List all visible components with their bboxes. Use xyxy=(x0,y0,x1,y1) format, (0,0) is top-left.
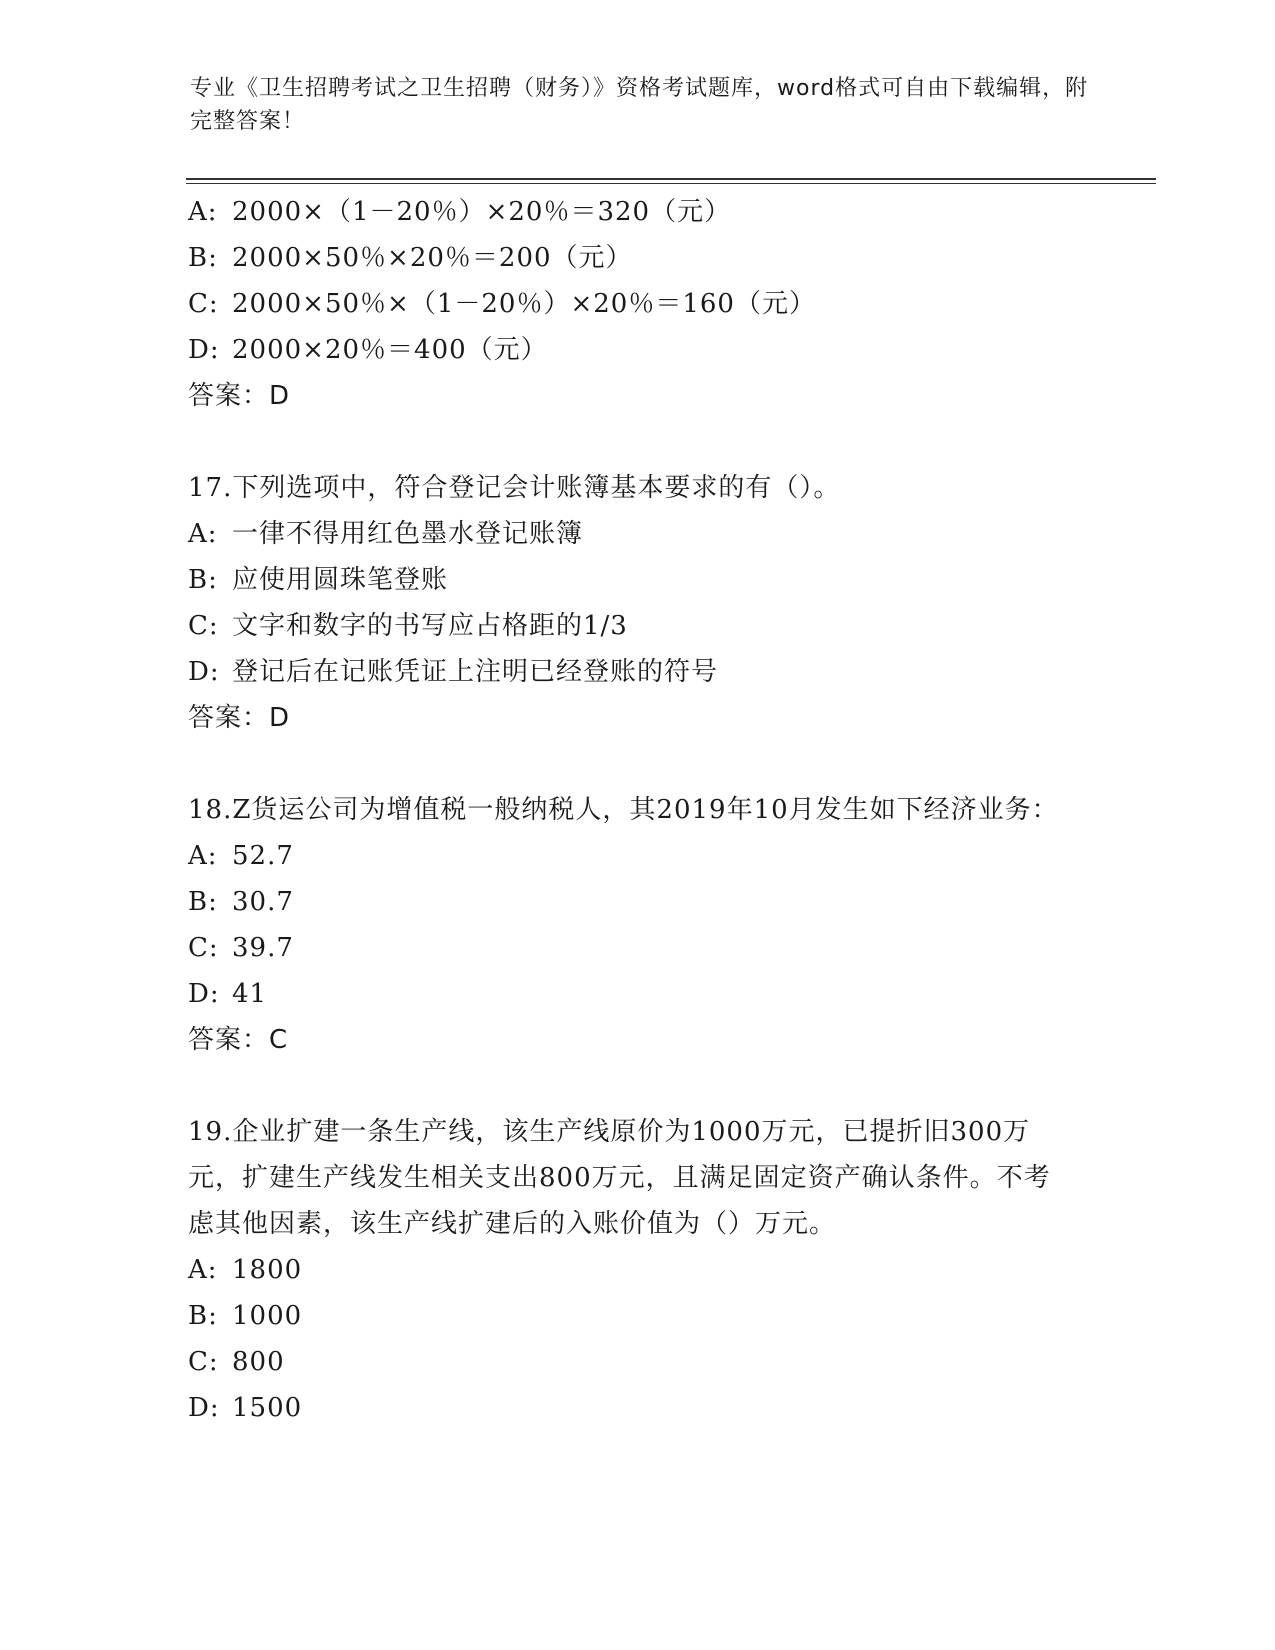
question-16 xyxy=(188,189,1068,419)
option-b: B: 1000 xyxy=(188,1301,303,1331)
question-stem: 17.下列选项中，符合登记会计账簿基本要求的有（）。 xyxy=(188,473,841,503)
option-b: B: 30.7 xyxy=(188,887,294,917)
option-a: A: 一律不得用红色墨水登记账簿 xyxy=(188,519,584,549)
question-18 xyxy=(188,787,1068,1063)
option-d: D: 1500 xyxy=(188,1393,303,1423)
question-list xyxy=(188,189,1068,1431)
option-b: B: 应使用圆珠笔登账 xyxy=(188,565,449,595)
spacer xyxy=(188,741,1068,787)
option-c: C: 文字和数字的书写应占格距的1/3 xyxy=(188,611,628,641)
question-stem: 18.Z货运公司为增值税一般纳税人，其2019年10月发生如下经济业务： xyxy=(188,795,1059,825)
header-divider-thick xyxy=(186,178,1156,180)
answer: 答案：C xyxy=(188,1025,289,1055)
answer: 答案：D xyxy=(188,703,291,733)
spacer xyxy=(188,1063,1068,1109)
option-a: A: 1800 xyxy=(188,1255,303,1285)
option-a: A: 52.7 xyxy=(188,841,294,871)
option-d: D: 41 xyxy=(188,979,268,1009)
question-17 xyxy=(188,465,1068,741)
option-d: D: 2000×20％＝400（元） xyxy=(188,335,548,365)
question-19 xyxy=(188,1109,1068,1431)
question-stem: 19.企业扩建一条生产线，该生产线原价为1000万元，已提折旧300万元，扩建生产线发生相关支出800万元，且满足固定资产确认条件。不考虑其他因素，该生产线扩建后的入账价值为（）万元。 xyxy=(188,1117,1051,1239)
header-divider-thin xyxy=(186,183,1156,184)
spacer xyxy=(188,419,1068,465)
answer: 答案：D xyxy=(188,381,291,411)
option-c: C: 39.7 xyxy=(188,933,294,963)
option-d: D: 登记后在记账凭证上注明已经登账的符号 xyxy=(188,657,719,687)
option-c: C: 800 xyxy=(188,1347,285,1377)
document-header: 专业《卫生招聘考试之卫生招聘（财务）》资格考试题库，word格式可自由下载编辑，附完整答案！ xyxy=(190,76,1089,134)
option-b: B: 2000×50％×20％＝200（元） xyxy=(188,243,633,273)
option-a: A: 2000×（1－20％）×20％＝320（元） xyxy=(188,197,732,227)
option-c: C: 2000×50％×（1－20％）×20％＝160（元） xyxy=(188,289,816,319)
